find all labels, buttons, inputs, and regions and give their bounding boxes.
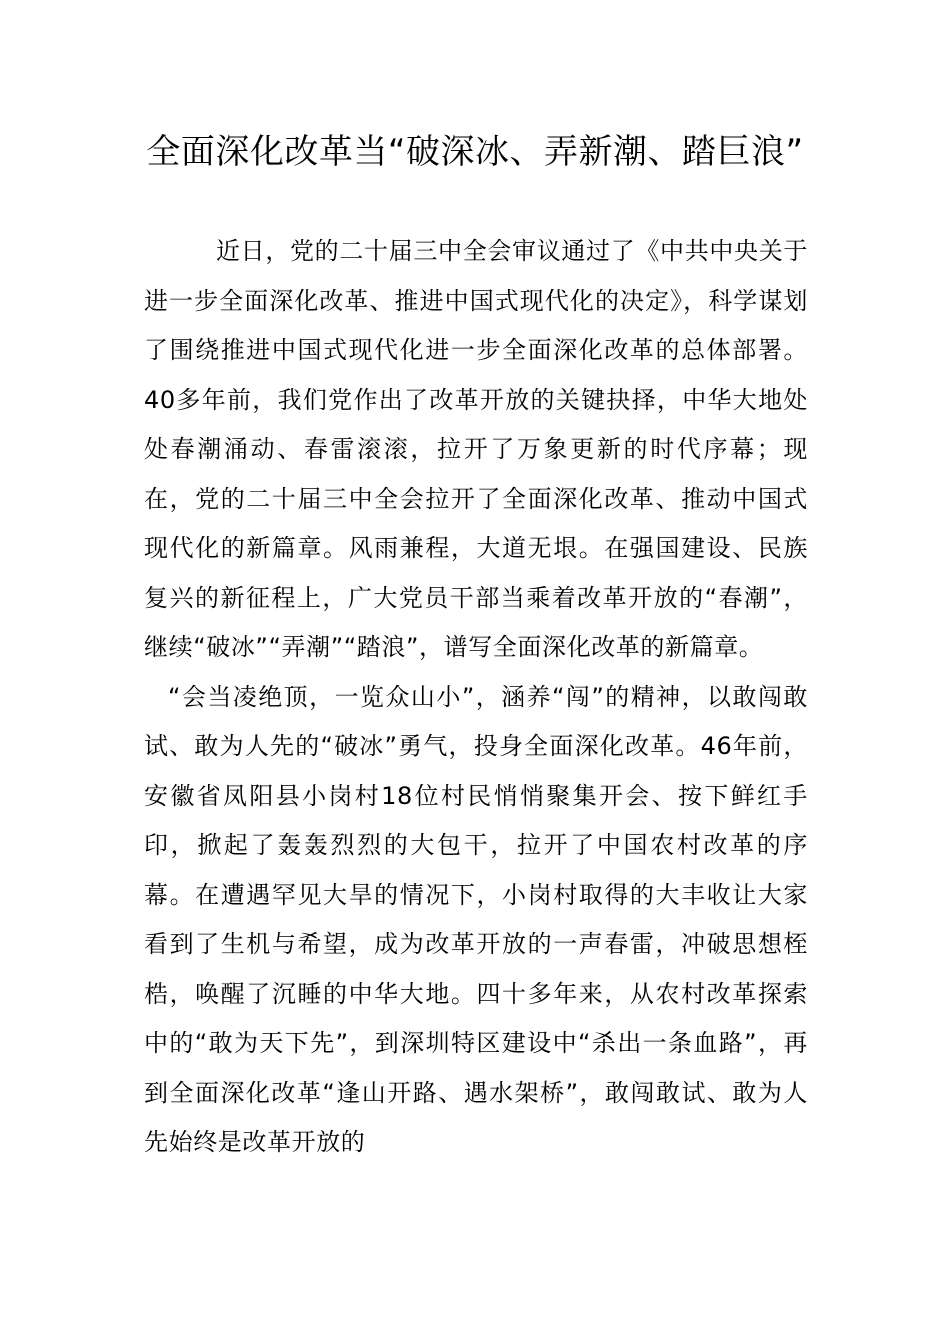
document-title: 全面深化改革当“破深冰、弄新潮、踏巨浪”: [146, 132, 804, 172]
body-paragraph: 近日，党的二十届三中全会审议通过了《中共中央关于进一步全面深化改革、推进中国式现代化的决定》，科学谋划了围绕推进中国式现代化进一步全面深化改革的总体部署。40多年前，我们党作出了改革开放的关键抉择，中华大地处处春潮涌动、春雷滚滚，拉开了万象更新的时代序幕；现在，党的二十届三中全会拉开了全面深化改革、推动中国式现代化的新篇章。风雨兼程，大道无垠。在强国建设、民族复兴的新征程上，广大党员干部当乘着改革开放的“春潮”，继续“破冰”“弄潮”“踏浪”，谱写全面深化改革的新篇章。: [144, 237, 808, 661]
body-paragraph: “会当凌绝顶，一览众山小”，涵养“闯”的精神，以敢闯敢试、敢为人先的“破冰”勇气，投身全面深化改革。46年前，安徽省凤阳县小岗村18位村民悄悄聚集开会、按下鲜红手印，掀起了轰轰烈烈的大包干，拉开了中国农村改革的序幕。在遭遇罕见大旱的情况下，小岗村取得的大丰收让大家看到了生机与希望，成为改革开放的一声春雷，冲破思想桎梏，唤醒了沉睡的中华大地。四十多年来，从农村改革探索中的“敢为天下先”，到深圳特区建设中“杀出一条血路”，再到全面深化改革“逢山开路、遇水架桥”，敢闯敢试、敢为人先始终是改革开放的: [144, 682, 808, 1156]
document-body: [144, 227, 808, 1168]
